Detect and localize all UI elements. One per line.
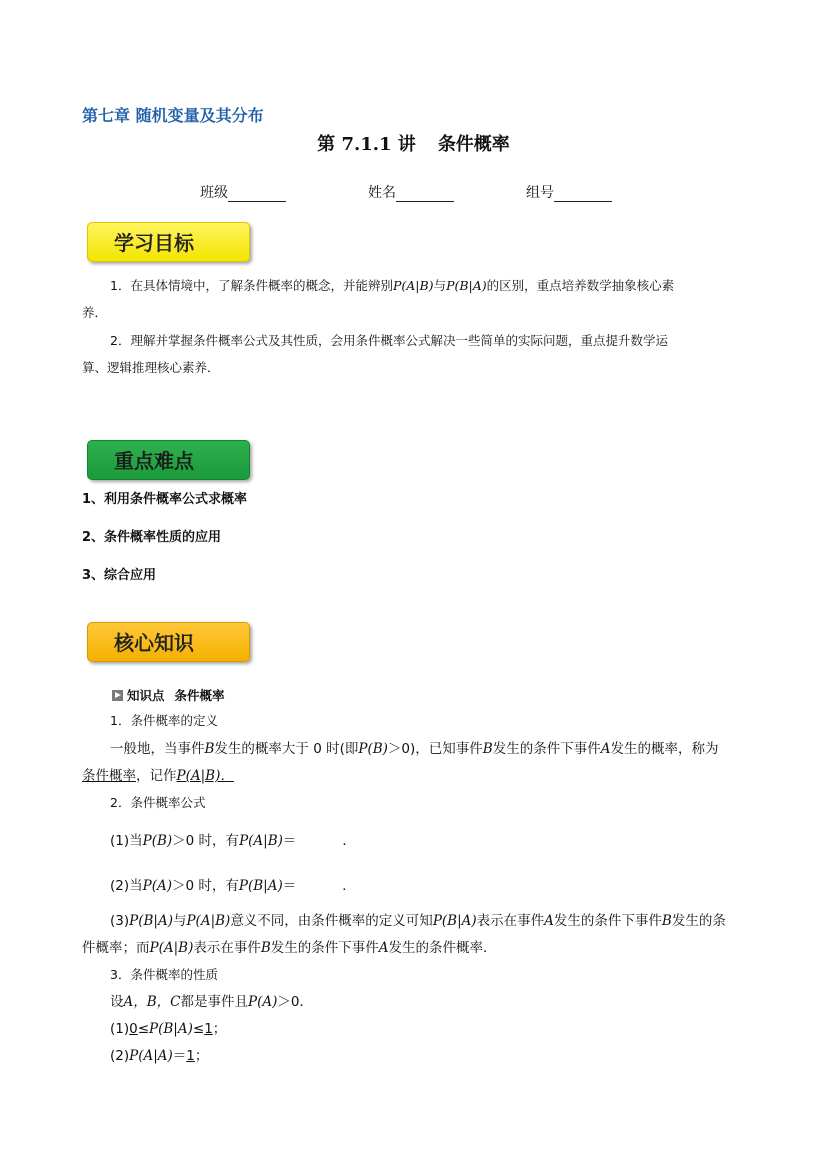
name-label: 姓名 (368, 185, 396, 201)
lesson-number: 第 7.1.1 讲 (317, 134, 416, 155)
section-2-title: 2．条件概率公式 (110, 795, 206, 810)
formula-3-line-1: (3)P(B|A)与P(A|B)意义不同，由条件概率的定义可知P(B|A)表示在事件A发生的条件下事件B发生的条 (110, 913, 726, 929)
key-point-item: 2、条件概率性质的应用 (82, 530, 222, 545)
definition-line-2: 条件概率，记作P(A|B)． (82, 768, 234, 784)
play-icon (112, 690, 123, 701)
group-blank[interactable] (554, 185, 612, 202)
class-label: 班级 (200, 185, 228, 201)
key-point-item: 3、综合应用 (82, 568, 157, 583)
property-1: (1)0≤P(B|A)≤1； (110, 1021, 227, 1037)
goal-2-line-2: 算、逻辑推理核心素养． (82, 360, 220, 375)
definition-line-1: 一般地，当事件B发生的概率大于 0 时(即P(B)＞0)，已知事件B发生的条件下事件A发生的概率，称为 (110, 741, 719, 757)
section-3-title: 3．条件概率的性质 (110, 967, 218, 982)
goal-1-line-1: 1．在具体情境中，了解条件概率的概念，并能辨别P(A|B)与P(B|A)的区别，重点培养数学抽象核心素 (110, 278, 675, 293)
class-field[interactable] (200, 182, 286, 202)
property-2: (2)P(A|A)＝1； (110, 1048, 209, 1064)
lesson-title (0, 130, 827, 156)
lesson-name: 条件概率 (437, 134, 510, 155)
key-points-banner: 重点难点 (87, 440, 250, 480)
name-field[interactable] (368, 182, 454, 202)
class-blank[interactable] (228, 185, 286, 202)
goal-2-line-1: 2．理解并掌握条件概率公式及其性质，会用条件概率公式解决一些简单的实际问题，重点提升数学运 (110, 333, 668, 348)
formula-3-line-2: 件概率；而P(A|B)表示在事件B发生的条件下事件A发生的条件概率． (82, 940, 497, 956)
key-point-item: 1、利用条件概率公式求概率 (82, 492, 248, 507)
group-field[interactable] (526, 182, 612, 202)
name-blank[interactable] (396, 185, 454, 202)
group-label: 组号 (526, 185, 554, 201)
formula-2: (2)当P(A)＞0 时，有P(B|A)＝ ． (110, 878, 356, 894)
formula-1: (1)当P(B)＞0 时，有P(A|B)＝ ． (110, 833, 356, 849)
chapter-title: 第七章 随机变量及其分布 (82, 106, 264, 125)
knowledge-point-header: 知识点 条件概率 (112, 686, 225, 704)
section-1-title: 1．条件概率的定义 (110, 713, 218, 728)
property-setup: 设A，B，C都是事件且P(A)＞0． (110, 994, 313, 1010)
goal-1-line-2: 养． (82, 305, 108, 320)
learning-goals-banner: 学习目标 (87, 222, 250, 262)
core-knowledge-banner: 核心知识 (87, 622, 250, 662)
